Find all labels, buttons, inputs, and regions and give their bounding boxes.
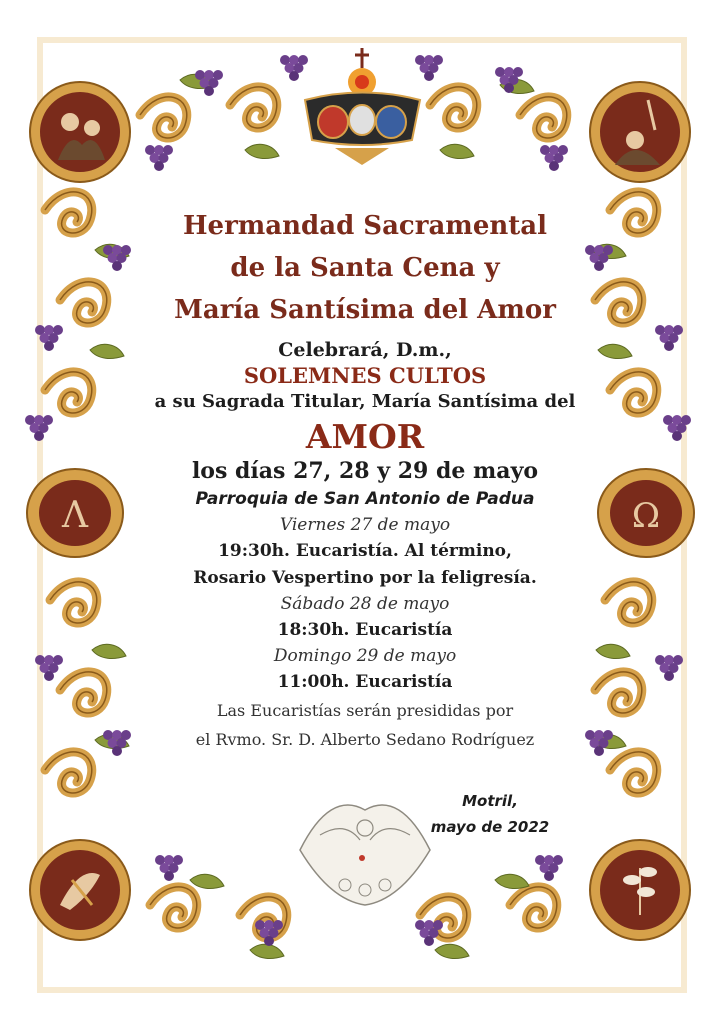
parish-name: Parroquia de San Antonio de Padua xyxy=(195,489,535,509)
dates-line: los días 27, 28 y 29 de mayo xyxy=(191,458,539,484)
brotherhood-crest xyxy=(305,48,420,165)
titular-line: a su Sagrada Titular, María Santísima del xyxy=(154,391,576,412)
schedule-event-friday-2: Rosario Vespertino por la feligresía. xyxy=(193,568,537,588)
schedule-event-friday-1: 19:30h. Eucaristía. Al término, xyxy=(218,541,512,561)
celebrates-line: Celebrará, D.m., xyxy=(278,339,452,361)
schedule-event-saturday: 18:30h. Eucaristía xyxy=(277,620,453,640)
omega-symbol: Ω xyxy=(631,496,661,536)
corner-medallion-top-left xyxy=(30,82,130,182)
signature-date: mayo de 2022 xyxy=(430,818,550,836)
brotherhood-name-line-2: de la Santa Cena y xyxy=(230,253,500,283)
announcement-text xyxy=(130,205,600,754)
presider-line-2: el Rvmo. Sr. D. Alberto Sedano Rodríguez xyxy=(195,730,535,749)
presider-line-1: Las Eucaristías serán presididas por xyxy=(216,701,514,720)
corner-medallion-bottom-left xyxy=(30,840,130,940)
signature-block xyxy=(405,788,575,840)
schedule-event-sunday: 11:00h. Eucaristía xyxy=(277,672,453,692)
corner-medallion-top-right xyxy=(590,82,690,182)
brotherhood-name-line-1: Hermandad Sacramental xyxy=(182,211,547,241)
brotherhood-name-line-3: María Santísima del Amor xyxy=(174,295,556,325)
corner-medallion-bottom-right xyxy=(590,840,690,940)
amor-heading: AMOR xyxy=(305,417,425,456)
alpha-medallion xyxy=(27,469,123,557)
schedule-day-friday: Viernes 27 de mayo xyxy=(279,515,451,535)
omega-medallion xyxy=(598,469,694,557)
solemn-worship-heading: SOLEMNES CULTOS xyxy=(243,363,487,388)
schedule-day-saturday: Sábado 28 de mayo xyxy=(280,594,450,614)
schedule-day-sunday: Domingo 29 de mayo xyxy=(273,646,457,666)
signature-place: Motril, xyxy=(462,792,518,810)
alpha-symbol: Λ xyxy=(62,495,88,536)
